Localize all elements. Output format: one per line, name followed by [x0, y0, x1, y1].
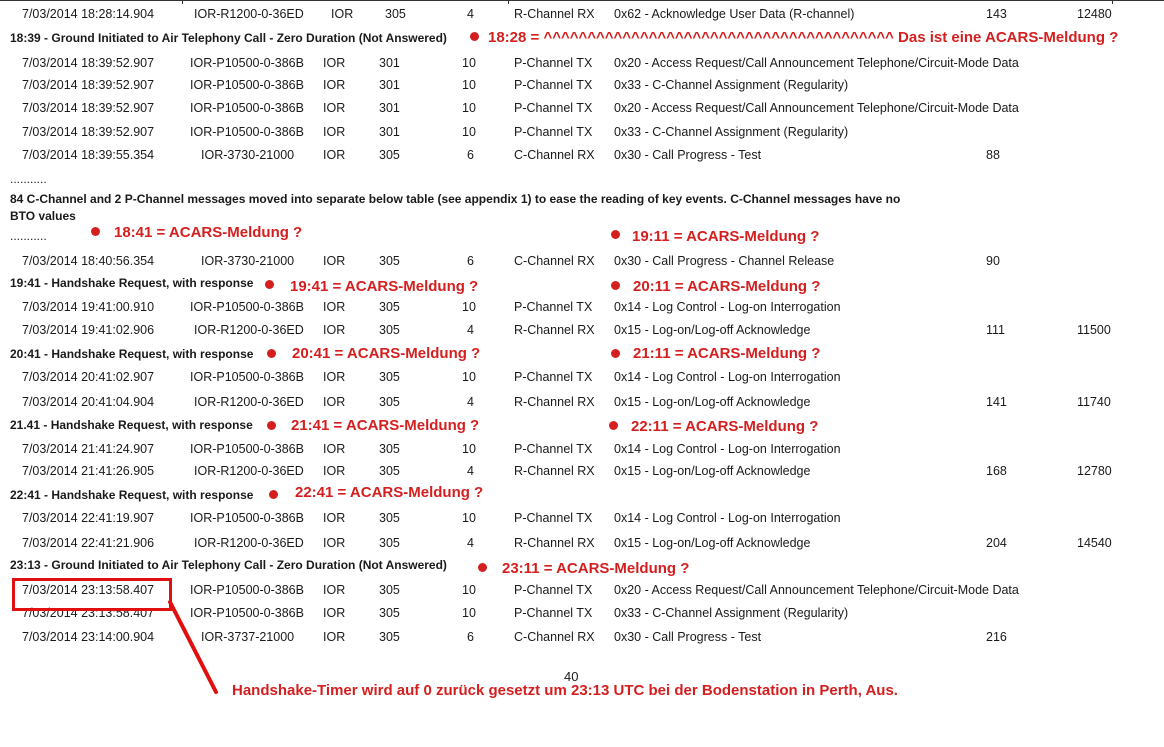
- cell-id: IOR-P10500-0-386B: [190, 511, 304, 525]
- highlight-box: [12, 578, 172, 611]
- cell-time: 7/03/2014 23:14:00.904: [22, 630, 155, 644]
- cell-chan: 10: [462, 300, 476, 314]
- cell-num: 305: [379, 442, 400, 456]
- annotation-dot: [265, 280, 274, 289]
- cell-region: IOR: [323, 125, 346, 139]
- cell-msg: 0x20 - Access Request/Call Announcement Telephone/Circuit-Mode Data: [614, 583, 1019, 597]
- cell-type: R-Channel RX: [514, 536, 595, 550]
- cell-chan: 6: [467, 254, 474, 268]
- cell-msg: 0x14 - Log Control - Log-on Interrogation: [614, 511, 841, 525]
- cell-id: IOR-P10500-0-386B: [190, 300, 304, 314]
- cell-num: 305: [379, 511, 400, 525]
- cell-id: IOR-P10500-0-386B: [190, 583, 304, 597]
- cell-id: IOR-P10500-0-386B: [190, 606, 304, 620]
- cell-bto: 141: [986, 395, 1007, 409]
- cell-chan: 4: [467, 7, 474, 21]
- ellipsis: ...........: [10, 229, 47, 243]
- cell-time: 7/03/2014 18:39:52.907: [22, 78, 155, 92]
- annotation-dot: [611, 230, 620, 239]
- cell-msg: 0x30 - Call Progress - Channel Release: [614, 254, 835, 268]
- cell-num: 305: [379, 630, 400, 644]
- column-tick: [182, 0, 183, 4]
- page-number: 40: [564, 669, 579, 684]
- cell-chan: 4: [467, 464, 474, 478]
- cell-region: IOR: [323, 254, 346, 268]
- ellipsis: ...........: [10, 172, 47, 186]
- cell-msg: 0x14 - Log Control - Log-on Interrogation: [614, 370, 841, 384]
- cell-id: IOR-P10500-0-386B: [190, 56, 304, 70]
- cell-msg: 0x62 - Acknowledge User Data (R-channel): [614, 7, 855, 21]
- cell-num: 305: [379, 323, 400, 337]
- cell-time: 7/03/2014 23:13:58.407: [22, 583, 155, 597]
- cell-num: 305: [379, 606, 400, 620]
- cell-type: P-Channel TX: [514, 101, 593, 115]
- cell-bfo: 12480: [1077, 7, 1112, 21]
- cell-msg: 0x20 - Access Request/Call Announcement Telephone/Circuit-Mode Data: [614, 101, 1019, 115]
- cell-region: IOR: [323, 148, 346, 162]
- cell-bto: 88: [986, 148, 1000, 162]
- column-tick: [1112, 0, 1113, 4]
- cell-bto: 216: [986, 630, 1007, 644]
- section-header-1839: 18:39 - Ground Initiated to Air Telephony Call - Zero Duration (Not Answered): [10, 31, 447, 45]
- cell-chan: 10: [462, 101, 476, 115]
- cell-msg: 0x33 - C-Channel Assignment (Regularity): [614, 606, 849, 620]
- cell-chan: 10: [462, 56, 476, 70]
- cell-region: IOR: [323, 323, 346, 337]
- cell-num: 305: [379, 583, 400, 597]
- cell-bfo: 11500: [1077, 323, 1111, 337]
- annotation-dot: [267, 349, 276, 358]
- cell-id: IOR-R1200-0-36ED: [194, 536, 304, 550]
- cell-region: IOR: [331, 7, 354, 21]
- cell-type: P-Channel TX: [514, 606, 593, 620]
- cell-time: 7/03/2014 18:28:14.904: [22, 7, 155, 21]
- cell-region: IOR: [323, 511, 346, 525]
- cell-type: R-Channel RX: [514, 464, 595, 478]
- cell-num: 305: [379, 395, 400, 409]
- callout-text: Handshake-Timer wird auf 0 zurück gesetzt um 23:13 UTC bei der Bodenstation in Perth, Aus.: [232, 682, 898, 699]
- cell-msg: 0x30 - Call Progress - Test: [614, 630, 762, 644]
- annotation-dot: [470, 32, 479, 41]
- cell-bto: 168: [986, 464, 1007, 478]
- cell-id: IOR-R1200-0-36ED: [194, 464, 304, 478]
- cell-region: IOR: [323, 101, 346, 115]
- cell-chan: 10: [462, 78, 476, 92]
- cell-time: 7/03/2014 18:40:56.354: [22, 254, 155, 268]
- annotation-2041: 20:41 = ACARS-Meldung ?: [292, 345, 481, 362]
- cell-msg: 0x30 - Call Progress - Test: [614, 148, 762, 162]
- cell-msg: 0x15 - Log-on/Log-off Acknowledge: [614, 395, 811, 409]
- cell-time: 7/03/2014 18:39:52.907: [22, 56, 155, 70]
- annotation-1841: 18:41 = ACARS-Meldung ?: [114, 224, 303, 241]
- cell-type: C-Channel RX: [514, 630, 595, 644]
- annotation-2011: 20:11 = ACARS-Meldung ?: [633, 278, 821, 295]
- cell-region: IOR: [323, 583, 346, 597]
- cell-id: IOR-P10500-0-386B: [190, 125, 304, 139]
- cell-num: 301: [379, 56, 400, 70]
- cell-num: 301: [379, 101, 400, 115]
- cell-id: IOR-R1200-0-36ED: [194, 7, 304, 21]
- cell-type: P-Channel TX: [514, 78, 593, 92]
- column-tick: [508, 0, 509, 4]
- cell-region: IOR: [323, 56, 346, 70]
- paragraph-line-2: BTO values: [10, 209, 76, 223]
- cell-type: P-Channel TX: [514, 300, 593, 314]
- annotation-dot: [611, 281, 620, 290]
- cell-chan: 10: [462, 370, 476, 384]
- annotation-2111: 21:11 = ACARS-Meldung ?: [633, 345, 821, 362]
- cell-chan: 10: [462, 442, 476, 456]
- cell-type: P-Channel TX: [514, 125, 593, 139]
- cell-region: IOR: [323, 300, 346, 314]
- cell-num: 301: [379, 125, 400, 139]
- cell-id: IOR-P10500-0-386B: [190, 101, 304, 115]
- cell-type: P-Channel TX: [514, 370, 593, 384]
- annotation-2211: 22:11 = ACARS-Meldung ?: [631, 418, 819, 435]
- cell-type: P-Channel TX: [514, 442, 593, 456]
- cell-id: IOR-3737-21000: [201, 630, 295, 644]
- cell-region: IOR: [323, 630, 346, 644]
- cell-time: 7/03/2014 22:41:19.907: [22, 511, 155, 525]
- annotation-1941: 19:41 = ACARS-Meldung ?: [290, 278, 479, 295]
- annotation-2311: 23:11 = ACARS-Meldung ?: [502, 560, 690, 577]
- cell-bto: 90: [986, 254, 1000, 268]
- cell-num: 305: [379, 464, 400, 478]
- annotation-dot: [478, 563, 487, 572]
- cell-id: IOR-R1200-0-36ED: [194, 323, 304, 337]
- cell-time: 7/03/2014 20:41:04.904: [22, 395, 155, 409]
- cell-time: 7/03/2014 19:41:00.910: [22, 300, 155, 314]
- cell-num: 301: [379, 78, 400, 92]
- cell-bto: 111: [986, 323, 1006, 337]
- annotation-dot: [609, 421, 618, 430]
- cell-bto: 143: [986, 7, 1007, 21]
- section-header-2141: 21.41 - Handshake Request, with response: [10, 418, 253, 432]
- cell-msg: 0x14 - Log Control - Log-on Interrogation: [614, 442, 841, 456]
- cell-time: 7/03/2014 23:13:58.407: [22, 606, 155, 620]
- cell-type: P-Channel TX: [514, 583, 593, 597]
- cell-type: R-Channel RX: [514, 395, 595, 409]
- cell-chan: 4: [467, 323, 474, 337]
- cell-id: IOR-P10500-0-386B: [190, 442, 304, 456]
- cell-time: 7/03/2014 18:39:52.907: [22, 101, 155, 115]
- cell-region: IOR: [323, 370, 346, 384]
- cell-num: 305: [379, 300, 400, 314]
- cell-chan: 10: [462, 606, 476, 620]
- cell-msg: 0x15 - Log-on/Log-off Acknowledge: [614, 464, 811, 478]
- annotation-dot: [611, 349, 620, 358]
- annotation-2241: 22:41 = ACARS-Meldung ?: [295, 484, 484, 501]
- cell-chan: 6: [467, 148, 474, 162]
- cell-chan: 4: [467, 395, 474, 409]
- table-top-border: [0, 0, 1164, 1]
- cell-num: 305: [379, 370, 400, 384]
- cell-msg: 0x33 - C-Channel Assignment (Regularity): [614, 125, 849, 139]
- cell-region: IOR: [323, 395, 346, 409]
- cell-bto: 204: [986, 536, 1007, 550]
- annotation-2141: 21:41 = ACARS-Meldung ?: [291, 417, 480, 434]
- cell-type: R-Channel RX: [514, 7, 595, 21]
- section-header-2041: 20:41 - Handshake Request, with response: [10, 347, 254, 361]
- cell-num: 305: [379, 254, 400, 268]
- cell-msg: 0x14 - Log Control - Log-on Interrogation: [614, 300, 841, 314]
- annotation-1911: 19:11 = ACARS-Meldung ?: [632, 228, 820, 245]
- section-header-2313: 23:13 - Ground Initiated to Air Telephony Call - Zero Duration (Not Answered): [10, 558, 447, 572]
- cell-bfo: 14540: [1077, 536, 1112, 550]
- cell-time: 7/03/2014 19:41:02.906: [22, 323, 155, 337]
- cell-id: IOR-3730-21000: [201, 148, 295, 162]
- cell-type: P-Channel TX: [514, 511, 593, 525]
- cell-num: 305: [379, 148, 400, 162]
- annotation-1828: 18:28 = ^^^^^^^^^^^^^^^^^^^^^^^^^^^^^^^^^^^^^^^^ Das ist eine ACARS-Meldung ?: [488, 29, 1119, 46]
- section-header-2241: 22:41 - Handshake Request, with response: [10, 488, 254, 502]
- cell-region: IOR: [323, 606, 346, 620]
- cell-bfo: 12780: [1077, 464, 1112, 478]
- cell-id: IOR-3730-21000: [201, 254, 295, 268]
- cell-region: IOR: [323, 536, 346, 550]
- annotation-dot: [269, 490, 278, 499]
- cell-time: 7/03/2014 18:39:52.907: [22, 125, 155, 139]
- cell-id: IOR-P10500-0-386B: [190, 370, 304, 384]
- callout-arrow-line: [160, 598, 230, 698]
- cell-chan: 10: [462, 511, 476, 525]
- cell-chan: 10: [462, 125, 476, 139]
- cell-time: 7/03/2014 18:39:55.354: [22, 148, 155, 162]
- cell-msg: 0x15 - Log-on/Log-off Acknowledge: [614, 536, 811, 550]
- cell-bfo: 11740: [1077, 395, 1111, 409]
- cell-num: 305: [385, 7, 406, 21]
- section-header-1941: 19:41 - Handshake Request, with response: [10, 276, 254, 290]
- cell-id: IOR-P10500-0-386B: [190, 78, 304, 92]
- cell-time: 7/03/2014 21:41:26.905: [22, 464, 155, 478]
- paragraph-line-1: 84 C-Channel and 2 P-Channel messages moved into separate below table (see appendix 1) to ease the reading of key events. C-Channel messages have no: [10, 192, 901, 206]
- annotation-dot: [91, 227, 100, 236]
- cell-time: 7/03/2014 21:41:24.907: [22, 442, 155, 456]
- cell-type: C-Channel RX: [514, 254, 595, 268]
- cell-num: 305: [379, 536, 400, 550]
- cell-region: IOR: [323, 442, 346, 456]
- cell-type: R-Channel RX: [514, 323, 595, 337]
- cell-msg: 0x20 - Access Request/Call Announcement Telephone/Circuit-Mode Data: [614, 56, 1019, 70]
- cell-time: 7/03/2014 20:41:02.907: [22, 370, 155, 384]
- cell-type: P-Channel TX: [514, 56, 593, 70]
- cell-chan: 10: [462, 583, 476, 597]
- cell-msg: 0x33 - C-Channel Assignment (Regularity): [614, 78, 849, 92]
- cell-time: 7/03/2014 22:41:21.906: [22, 536, 155, 550]
- cell-region: IOR: [323, 78, 346, 92]
- cell-type: C-Channel RX: [514, 148, 595, 162]
- annotation-dot: [267, 421, 276, 430]
- cell-id: IOR-R1200-0-36ED: [194, 395, 304, 409]
- cell-chan: 6: [467, 630, 474, 644]
- cell-msg: 0x15 - Log-on/Log-off Acknowledge: [614, 323, 811, 337]
- cell-chan: 4: [467, 536, 474, 550]
- cell-region: IOR: [323, 464, 346, 478]
